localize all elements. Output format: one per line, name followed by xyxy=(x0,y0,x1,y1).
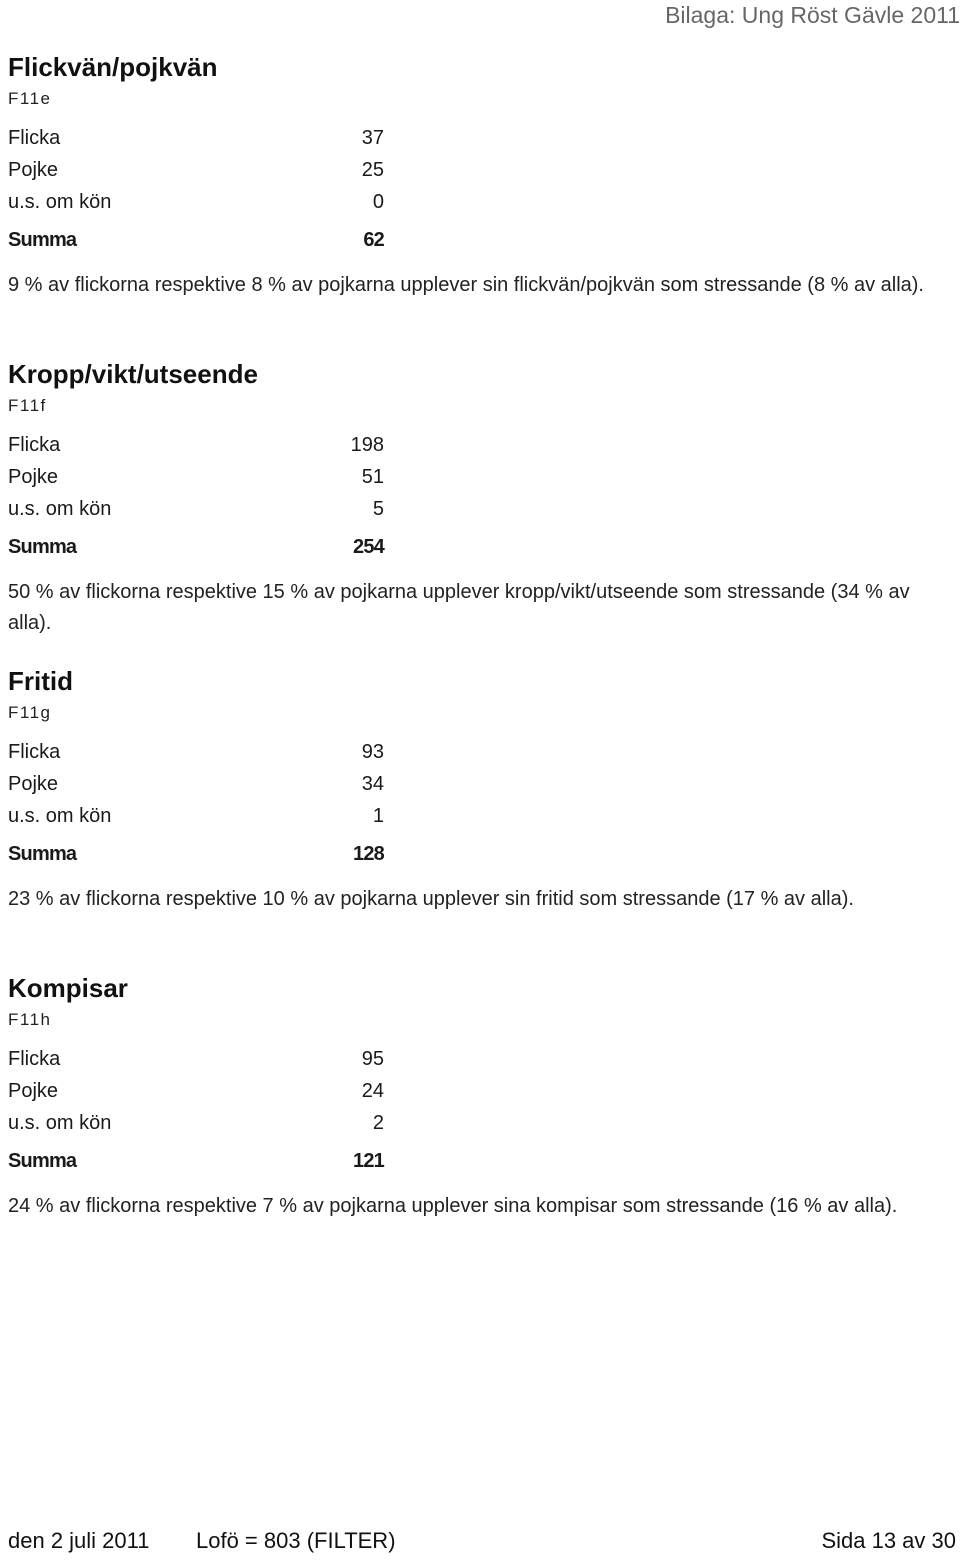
sum-row xyxy=(8,832,384,872)
row-value: 25 xyxy=(361,159,384,181)
summary-text: 50 % av flickorna respektive 15 % av pojkarna upplever kropp/vikt/utseende som stressande (34 % av alla). xyxy=(8,581,910,634)
table-row xyxy=(8,122,384,154)
row-value: 0 xyxy=(372,191,384,213)
sum-row xyxy=(8,525,384,565)
table-row xyxy=(8,429,384,461)
row-label: Flicka xyxy=(8,127,61,149)
summary-text: 9 % av flickorna respektive 8 % av pojkarna upplever sin flickvän/pojkvän som stressande (8 % av alla). xyxy=(8,274,924,296)
section-title: Kropp/vikt/utseende xyxy=(8,359,258,389)
document-header: Bilaga: Ung Röst Gävle 2011 xyxy=(665,2,960,28)
row-value: 34 xyxy=(361,773,384,795)
row-value: 198 xyxy=(350,434,384,456)
row-label: Pojke xyxy=(8,1080,59,1102)
row-label: u.s. om kön xyxy=(8,191,112,213)
summary-text: 23 % av flickorna respektive 10 % av pojkarna upplever sin fritid som stressande (17 % av alla). xyxy=(8,888,854,910)
section-flickvan-pojkvan xyxy=(8,50,948,321)
sum-label: Summa xyxy=(8,843,77,865)
sum-value: 62 xyxy=(363,229,384,251)
count-table xyxy=(8,1043,948,1179)
footer-page-number: Sida 13 av 30 xyxy=(821,1528,956,1553)
row-label: Pojke xyxy=(8,773,59,795)
table-row xyxy=(8,768,384,800)
sum-label: Summa xyxy=(8,229,77,251)
summary-text: 24 % av flickorna respektive 7 % av pojkarna upplever sina kompisar som stressande (16 % av alla). xyxy=(8,1195,898,1217)
row-value: 95 xyxy=(361,1048,384,1070)
row-label: u.s. om kön xyxy=(8,805,112,827)
question-code: F11h xyxy=(8,1010,52,1029)
table-row xyxy=(8,1107,384,1139)
table-row xyxy=(8,461,384,493)
count-table xyxy=(8,122,948,258)
row-label: Flicka xyxy=(8,434,61,456)
row-label: Pojke xyxy=(8,466,59,488)
question-code: F11e xyxy=(8,89,52,108)
sum-row xyxy=(8,1139,384,1179)
row-label: Pojke xyxy=(8,159,59,181)
row-value: 51 xyxy=(361,466,384,488)
row-value: 93 xyxy=(361,741,384,763)
section-kropp-vikt-utseende xyxy=(8,357,948,659)
section-kompisar xyxy=(8,971,948,1242)
row-label: Flicka xyxy=(8,741,61,763)
row-label: u.s. om kön xyxy=(8,1112,112,1134)
table-row xyxy=(8,1075,384,1107)
count-table xyxy=(8,429,948,565)
question-code: F11g xyxy=(8,703,52,722)
table-row xyxy=(8,493,384,525)
section-title: Flickvän/pojkvän xyxy=(8,52,218,82)
count-table xyxy=(8,736,948,872)
sum-value: 254 xyxy=(353,536,384,558)
sum-label: Summa xyxy=(8,536,77,558)
row-value: 37 xyxy=(361,127,384,149)
table-row xyxy=(8,154,384,186)
row-label: u.s. om kön xyxy=(8,498,112,520)
page-footer xyxy=(8,1528,960,1558)
section-fritid xyxy=(8,664,948,935)
question-code: F11f xyxy=(8,396,47,415)
row-value: 1 xyxy=(372,805,384,827)
sum-value: 128 xyxy=(353,843,384,865)
sum-row xyxy=(8,218,384,258)
row-value: 24 xyxy=(361,1080,384,1102)
sum-value: 121 xyxy=(353,1150,384,1172)
row-label: Flicka xyxy=(8,1048,61,1070)
footer-filter: Lofö = 803 (FILTER) xyxy=(196,1528,396,1553)
table-row xyxy=(8,736,384,768)
table-row xyxy=(8,186,384,218)
table-row xyxy=(8,1043,384,1075)
section-title: Fritid xyxy=(8,666,73,696)
table-row xyxy=(8,800,384,832)
row-value: 2 xyxy=(372,1112,384,1134)
sum-label: Summa xyxy=(8,1150,77,1172)
footer-date: den 2 juli 2011 xyxy=(8,1528,150,1553)
row-value: 5 xyxy=(372,498,384,520)
section-title: Kompisar xyxy=(8,973,128,1003)
